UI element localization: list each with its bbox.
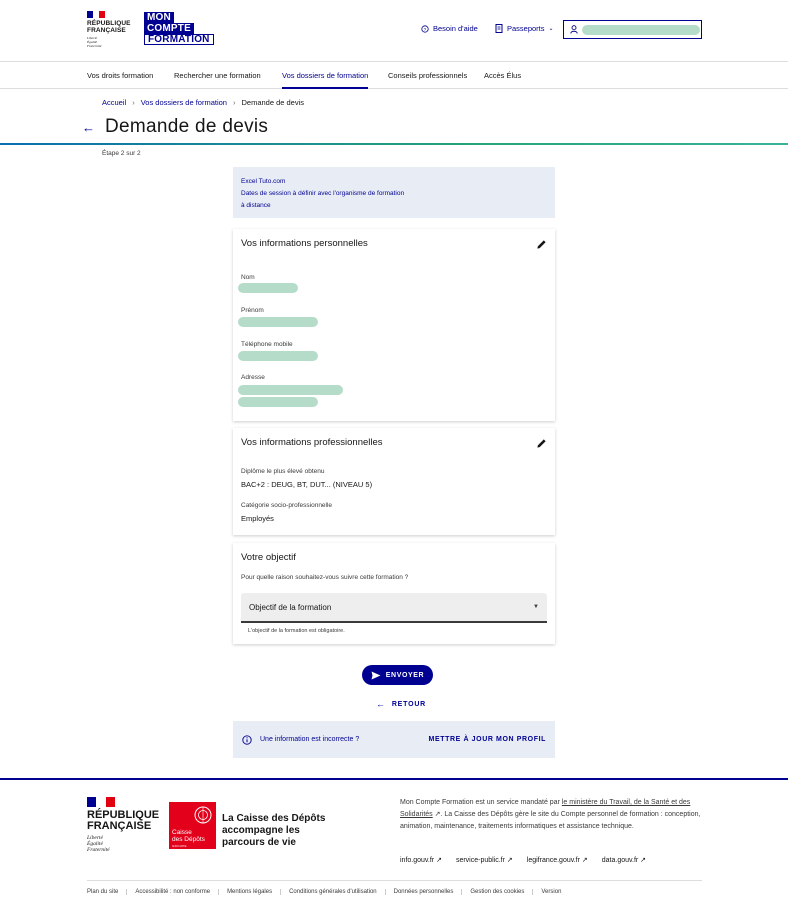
send-label: ENVOYER <box>385 671 425 679</box>
footer-republic-line2: FRANÇAISE <box>87 820 152 832</box>
logo-line-compte: COMPTE <box>144 23 194 34</box>
nav-item-droits[interactable]: Vos droits formation <box>87 71 154 80</box>
link-legal[interactable]: Mentions légales <box>218 889 280 895</box>
nav-item-conseils[interactable]: Conseils professionnels <box>388 71 468 80</box>
redacted-username <box>582 25 700 35</box>
french-flag-icon <box>87 797 115 807</box>
phone-label: Téléphone mobile <box>241 341 293 348</box>
professional-info-card <box>233 428 555 535</box>
update-profile-link[interactable]: METTRE À JOUR MON PROFIL <box>428 736 546 743</box>
chevron-right-icon: › <box>232 98 236 107</box>
footer-divider <box>87 880 702 881</box>
link-data-gouv[interactable]: data.gouv.fr ↗ <box>602 856 646 864</box>
link-personal-data[interactable]: Données personnelles <box>385 889 462 895</box>
site-header <box>0 0 788 61</box>
logo-line-mon: MON <box>144 12 174 23</box>
redacted-address-line2 <box>238 397 318 407</box>
cdc-tagline-line2: accompagne les <box>222 825 300 836</box>
french-flag-icon <box>87 11 105 18</box>
send-icon <box>371 671 381 680</box>
republic-line1: RÉPUBLIQUE <box>87 20 131 27</box>
diploma-label: Diplôme le plus élevé obtenu <box>241 468 325 475</box>
objective-card <box>233 543 555 644</box>
breadcrumb <box>102 98 304 107</box>
motto-fraternite: Fraternité <box>87 44 102 48</box>
footer-motto-liberte: Liberté <box>87 835 103 841</box>
link-legifrance[interactable]: legifrance.gouv.fr ↗ <box>527 856 588 864</box>
footer-desc-part1: Mon Compte Formation est un service mandaté par <box>400 799 562 806</box>
question-circle-icon <box>421 25 429 33</box>
step-indicator: Étape 2 sur 2 <box>102 150 141 157</box>
cdc-tagline-line1: La Caisse des Dépôts <box>222 813 326 824</box>
diploma-value: BAC+2 : DEUG, BT, DUT... (NIVEAU 5) <box>241 480 373 489</box>
user-icon <box>570 25 578 34</box>
personal-info-title: Vos informations personnelles <box>241 238 368 249</box>
objective-hint: L'objectif de la formation est obligatoire. <box>248 628 345 634</box>
footer-republic-line1: RÉPUBLIQUE <box>87 809 160 821</box>
link-info-gouv[interactable]: info.gouv.fr ↗ <box>400 856 442 864</box>
help-label: Besoin d'aide <box>433 24 478 33</box>
link-service-public[interactable]: service-public.fr ↗ <box>456 856 513 864</box>
training-dates: Dates de session à définir avec l'organisme de formation <box>241 190 405 197</box>
caisse-des-depots-logo[interactable] <box>169 802 216 849</box>
training-summary <box>233 167 555 218</box>
training-mode: à distance <box>241 202 271 209</box>
cdc-name-line2: des Dépôts <box>172 836 205 843</box>
motto-liberte: Liberté <box>87 36 98 40</box>
footer-republique-logo[interactable] <box>87 797 159 853</box>
profile-notice <box>233 721 555 758</box>
republic-line2: FRANÇAISE <box>87 27 126 34</box>
logo-line-formation: FORMATION <box>144 34 214 45</box>
cdc-name-line1: Caisse <box>172 829 192 836</box>
last-name-label: Nom <box>241 274 255 281</box>
motto-egalite: Égalité <box>87 40 98 44</box>
training-provider: Excel Tuto.com <box>241 178 286 185</box>
nav-item-rechercher[interactable]: Rechercher une formation <box>174 71 261 80</box>
document-icon <box>495 24 503 33</box>
help-link[interactable] <box>421 24 478 33</box>
footer-bottom-links <box>87 889 569 895</box>
redacted-phone <box>238 351 318 361</box>
professional-info-title: Vos informations professionnelles <box>241 437 383 448</box>
notice-text: Une information est incorrecte ? <box>260 736 360 743</box>
send-button[interactable] <box>362 665 433 685</box>
category-value: Employés <box>241 514 274 523</box>
redacted-address-line1 <box>238 385 343 395</box>
info-icon <box>242 735 252 745</box>
passports-menu[interactable] <box>495 24 554 33</box>
redacted-last-name <box>238 283 298 293</box>
first-name-label: Prénom <box>241 307 264 314</box>
chevron-down-icon: ⌄ <box>548 26 554 32</box>
title-divider <box>0 143 788 145</box>
cdc-tagline <box>222 813 325 849</box>
pencil-icon[interactable] <box>536 438 547 449</box>
main-navigation <box>0 61 788 89</box>
cdc-tagline-line3: parcours de vie <box>222 837 296 848</box>
passports-label: Passeports <box>507 24 545 33</box>
back-label: RETOUR <box>391 700 427 708</box>
footer-description <box>400 797 702 833</box>
breadcrumb-files[interactable]: Vos dossiers de formation <box>140 98 227 107</box>
breadcrumb-home[interactable]: Accueil <box>102 98 127 107</box>
personal-info-card <box>233 229 555 421</box>
mon-compte-formation-logo[interactable] <box>144 12 213 47</box>
back-button[interactable] <box>376 699 426 709</box>
footer-desc-part2: . La Caisse des Dépôts gère le site du Compte personnel de formation : conception, animation, maintenance, traitements informatiques et assistance technique. <box>400 811 701 830</box>
objective-question: Pour quelle raison souhaitez-vous suivre cette formation ? <box>241 574 409 581</box>
objective-title: Votre objectif <box>241 552 296 563</box>
objective-select-value: Objectif de la formation <box>249 602 332 612</box>
redacted-first-name <box>238 317 318 327</box>
footer-motto-fraternite: Fraternité <box>87 847 110 853</box>
pencil-icon[interactable] <box>536 239 547 250</box>
footer-motto-egalite: Égalité <box>87 841 103 847</box>
svg-text:?: ? <box>423 27 427 33</box>
caret-down-icon: ▼ <box>533 604 539 610</box>
link-sitemap[interactable]: Plan du site <box>87 889 119 895</box>
footer-gov-links <box>400 856 646 864</box>
address-label: Adresse <box>241 374 265 381</box>
link-cookies[interactable]: Gestion des cookies <box>461 889 532 895</box>
site-footer <box>0 778 788 905</box>
ministry-link[interactable]: le ministère du Travail, de la Santé et des Solidarités <box>400 799 691 818</box>
external-link-icon: ↗ <box>434 811 441 818</box>
nav-item-dossiers[interactable]: Vos dossiers de formation <box>282 62 368 89</box>
category-label: Catégorie socio-professionnelle <box>241 502 333 509</box>
arrow-left-icon: ← <box>376 699 386 709</box>
page-title: Demande de devis <box>105 116 269 137</box>
back-arrow-icon[interactable]: ← <box>82 119 95 135</box>
republique-francaise-logo[interactable] <box>87 11 131 48</box>
user-account-button[interactable] <box>563 20 702 39</box>
nav-item-elus[interactable]: Accès Élus <box>484 71 522 80</box>
link-version[interactable]: Version <box>532 889 569 895</box>
cdc-emblem-icon <box>193 805 213 825</box>
breadcrumb-current: Demande de devis <box>241 98 305 107</box>
objective-select[interactable] <box>241 593 547 623</box>
title-row <box>82 116 268 138</box>
cdc-group-label: GROUPE <box>172 844 187 848</box>
chevron-right-icon: › <box>132 98 135 107</box>
link-terms[interactable]: Conditions générales d'utilisation <box>280 889 385 895</box>
link-accessibility[interactable]: Accessibilité : non conforme <box>126 889 218 895</box>
